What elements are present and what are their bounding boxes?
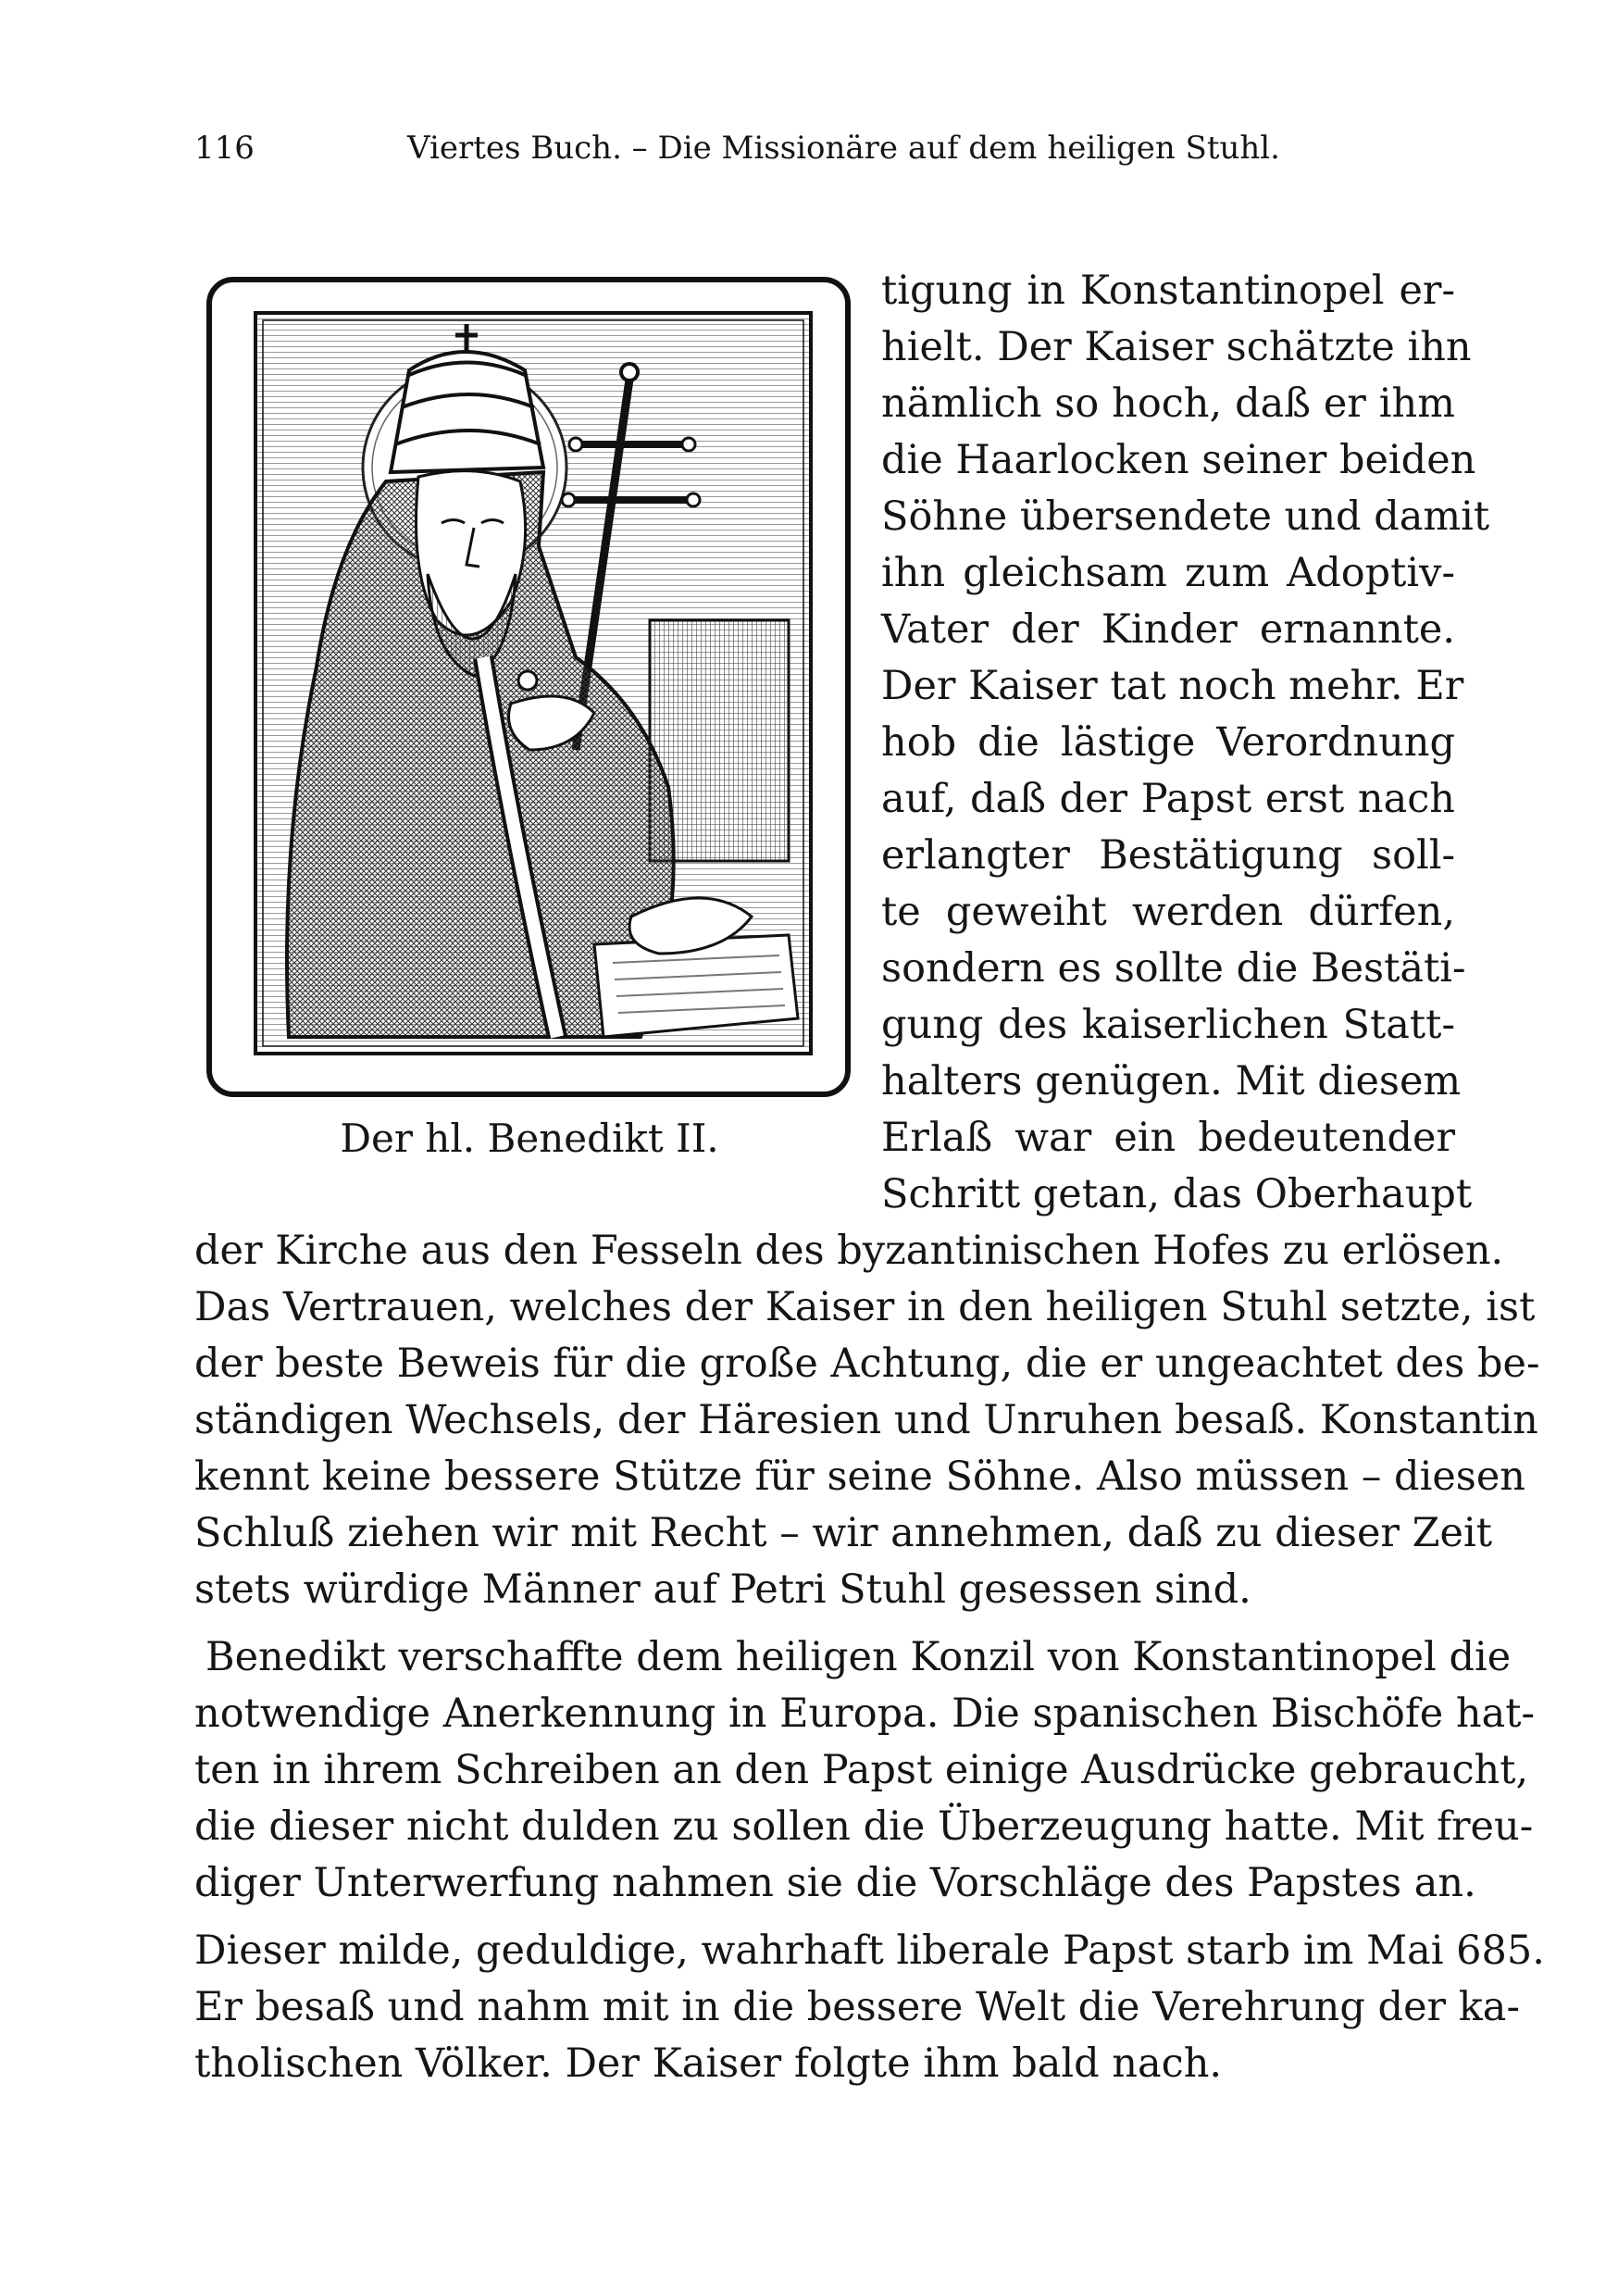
page-number: 116 — [194, 130, 255, 167]
text-line: diger Unterwerfung nahmen sie die Vorschläge des Papstes an. — [194, 1860, 1476, 1906]
text-line: sondern es sollte die Bestäti- — [881, 945, 1466, 992]
text-line: kennt keine bessere Stütze für seine Söhne. Also müssen – diesen — [194, 1454, 1525, 1500]
text-line: die dieser nicht dulden zu sollen die Überzeugung hatte. Mit freu- — [194, 1803, 1534, 1850]
text-line: der beste Beweis für die große Achtung, die er ungeachtet des be- — [194, 1341, 1540, 1387]
text-line: hob die lästige Verordnung — [881, 719, 1455, 766]
text-line: tholischen Völker. Der Kaiser folgte ihm bald nach. — [194, 2040, 1223, 2087]
running-head: Viertes Buch. – Die Missionäre auf dem heiligen Stuhl. — [407, 130, 1280, 167]
text-line: tigung in Konstantinopel er- — [881, 268, 1455, 314]
text-line: Der Kaiser tat noch mehr. Er — [881, 663, 1464, 709]
text-line: halters genügen. Mit diesem — [881, 1058, 1462, 1104]
text-line: ten in ihrem Schreiben an den Papst einige Ausdrücke gebraucht, — [194, 1747, 1529, 1793]
text-line: te geweiht werden dürfen, — [881, 889, 1455, 935]
text-line: notwendige Anerkennung in Europa. Die spanischen Bischöfe hat- — [194, 1691, 1536, 1737]
text-line: Benedikt verschaffte dem heiligen Konzil von Konstantinopel die — [205, 1634, 1512, 1680]
text-line: Dieser milde, geduldige, wahrhaft liberale Papst starb im Mai 685. — [194, 1928, 1545, 1974]
woodcut-illustration — [205, 268, 853, 1102]
text-line: ständigen Wechsels, der Häresien und Unruhen besaß. Konstantin — [194, 1397, 1538, 1443]
text-line: gung des kaiserlichen Statt- — [881, 1002, 1455, 1048]
text-line: Söhne übersendete und damit — [881, 493, 1490, 540]
text-line: Schritt getan, das Oberhaupt — [881, 1171, 1473, 1217]
text-line: hielt. Der Kaiser schätzte ihn — [881, 324, 1472, 370]
text-line: die Haarlocken seiner beiden — [881, 437, 1476, 483]
text-line: Das Vertrauen, welches der Kaiser in den heiligen Stuhl setzte, ist — [194, 1284, 1536, 1330]
text-line: nämlich so hoch, daß er ihm — [881, 381, 1455, 427]
text-line: Er besaß und nahm mit in die bessere Welt die Verehrung der ka- — [194, 1984, 1520, 2030]
text-line: Schluß ziehen wir mit Recht – wir annehmen, daß zu dieser Zeit — [194, 1510, 1492, 1556]
text-line: stets würdige Männer auf Petri Stuhl gesessen sind. — [194, 1566, 1251, 1613]
text-line: der Kirche aus den Fesseln des byzantinischen Hofes zu erlösen. — [194, 1228, 1504, 1274]
figure-caption: Der hl. Benedikt II. — [340, 1116, 719, 1161]
text-line: Vater der Kinder ernannte. — [881, 606, 1455, 653]
text-line: Erlaß war ein bedeutender — [881, 1115, 1455, 1161]
text-line: auf, daß der Papst erst nach — [881, 776, 1455, 822]
text-line: ihn gleichsam zum Adoptiv- — [881, 550, 1455, 596]
text-line: erlangter Bestätigung soll- — [881, 832, 1455, 879]
